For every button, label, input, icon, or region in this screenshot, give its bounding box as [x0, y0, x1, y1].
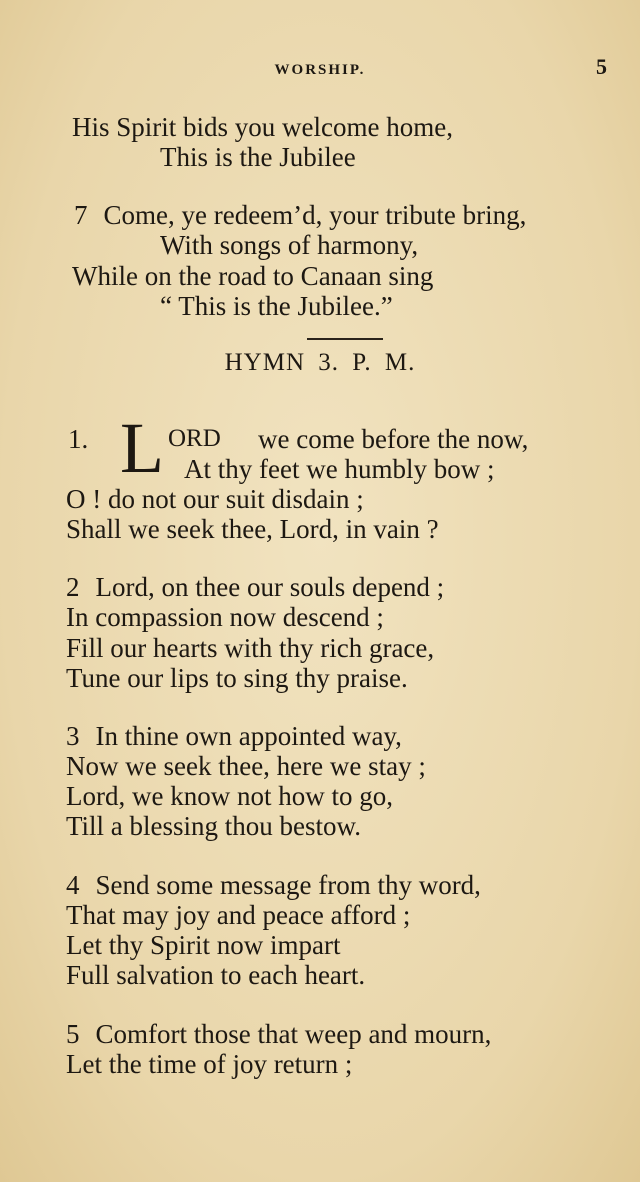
verse-first-line [66, 870, 481, 900]
verse-first-line [66, 721, 402, 751]
verse-line: Lord, on thee our souls depend ; [95, 572, 445, 602]
hymn-title: HYMN 3. P. M. [224, 349, 416, 376]
verse-line: In compassion now descend ; [66, 602, 384, 632]
verse-line: Full salvation to each heart. [66, 960, 366, 990]
verse-line: This is the Jubilee [160, 142, 356, 172]
verse-line: Let the time of joy return ; [66, 1049, 353, 1079]
running-head: WORSHIP. [274, 62, 366, 78]
verse-line: Send some message from thy word, [95, 870, 481, 900]
page-number: 5 [596, 54, 607, 79]
verse-line: His Spirit bids you welcome home, [72, 112, 453, 142]
verse-line: Lord, we know not how to go, [66, 781, 393, 811]
verse-line: Fill our hearts with thy rich grace, [66, 633, 435, 663]
verse-number: 7 [74, 200, 88, 230]
verse-line: With songs of harmony, [160, 230, 419, 260]
verse-line: Comfort those that weep and mourn, [95, 1019, 492, 1049]
verse-number: 3 [66, 721, 80, 751]
verse-line: Tune our lips to sing thy praise. [66, 663, 408, 693]
verse-number: 1. [68, 424, 89, 454]
drop-cap: L [120, 408, 164, 488]
verse-line: we come before the now, [258, 424, 529, 454]
verse-line: That may joy and peace afford ; [66, 900, 411, 930]
verse-number: 2 [66, 572, 80, 602]
verse-line: Come, ye redeem’d, your tribute bring, [103, 200, 527, 230]
verse-number: 5 [66, 1019, 80, 1049]
verse-line: While on the road to Canaan sing [72, 261, 434, 291]
first-word-rest: ORD [168, 425, 221, 452]
verse-line: Now we seek thee, here we stay ; [66, 751, 426, 781]
verse-line: Till a blessing thou bestow. [66, 811, 362, 841]
verse-line: At thy feet we humbly bow ; [184, 454, 495, 484]
verse-7-first-line [74, 200, 526, 230]
verse-number: 4 [66, 870, 80, 900]
verse-first-line [66, 572, 444, 602]
verse-line: Let thy Spirit now impart [66, 930, 341, 960]
verse-line: Shall we seek thee, Lord, in vain ? [66, 514, 439, 544]
verse-line: O ! do not our suit disdain ; [66, 484, 364, 514]
verse-line: “ This is the Jubilee.” [160, 291, 393, 321]
verse-first-line [66, 1019, 491, 1049]
section-divider [307, 338, 383, 340]
verse-line: In thine own appointed way, [95, 721, 402, 751]
